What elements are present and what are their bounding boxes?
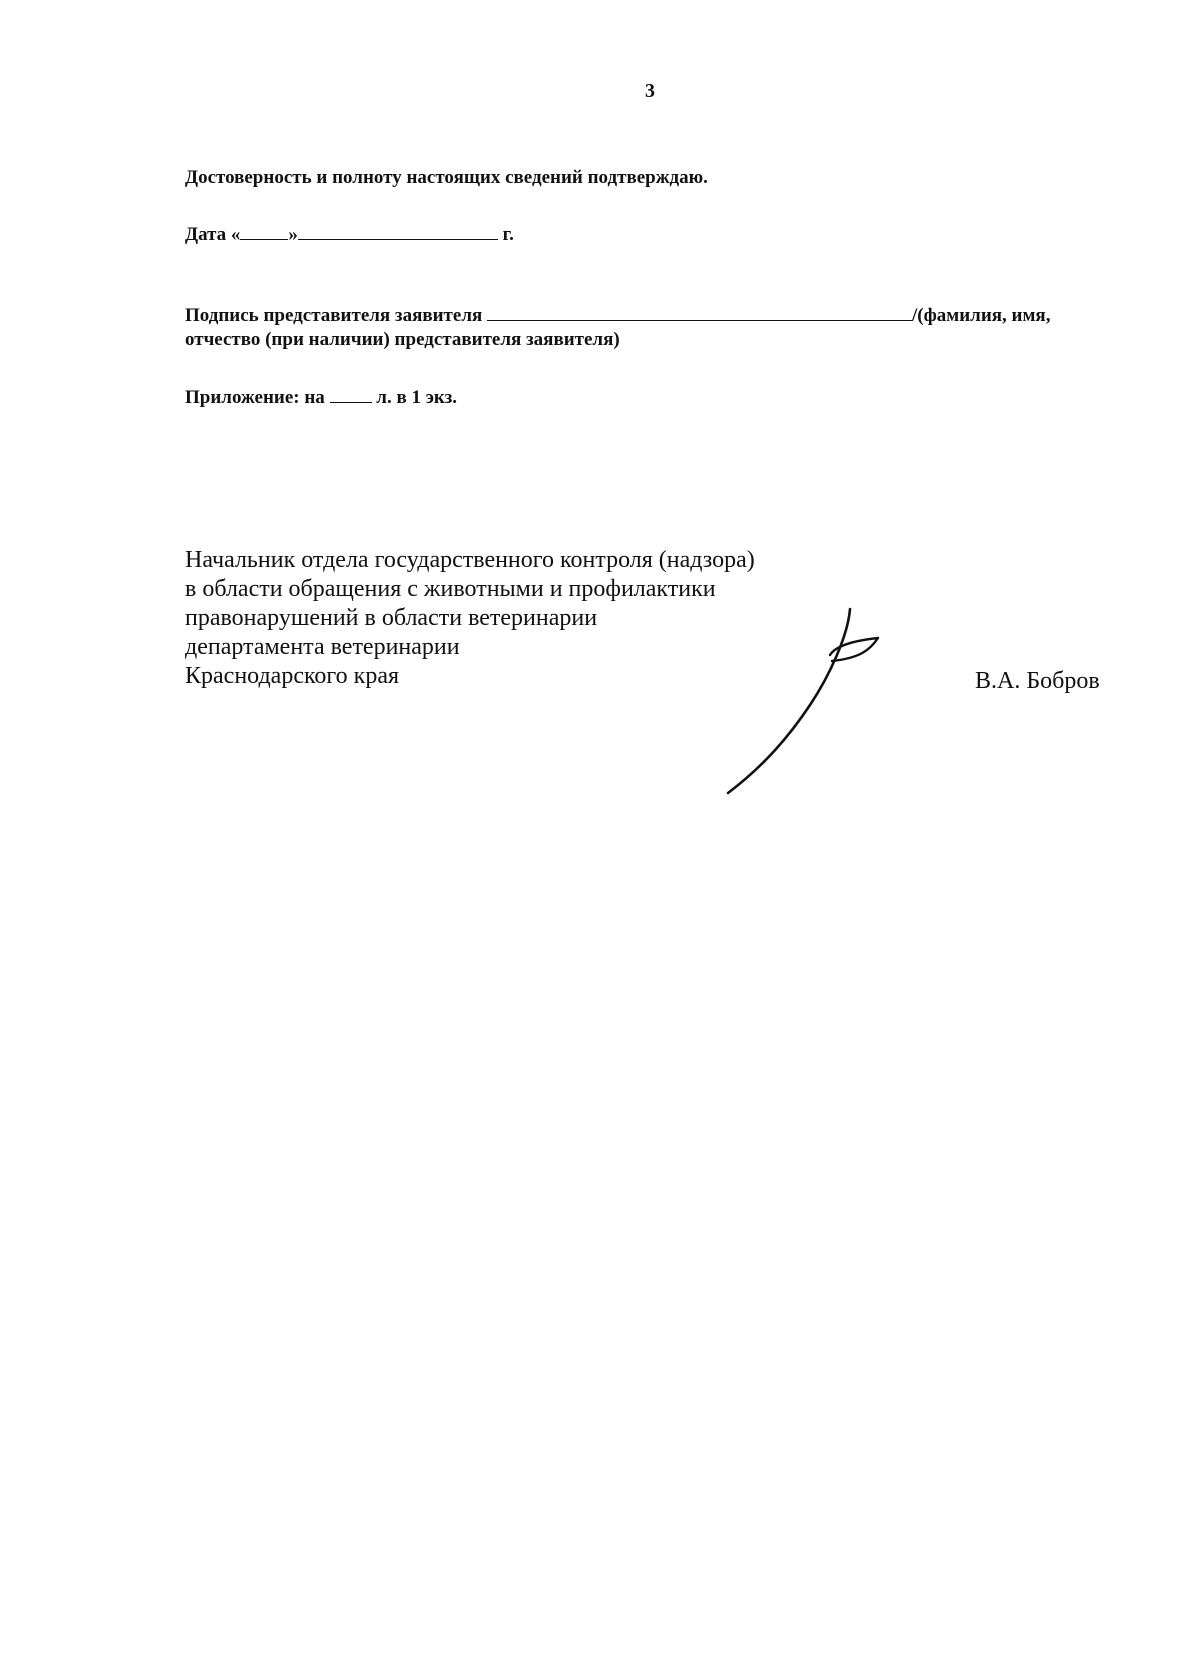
attachment-prefix: Приложение: на — [185, 387, 330, 408]
signature-blank[interactable] — [487, 301, 912, 321]
attachment-suffix: л. в 1 экз. — [371, 387, 458, 408]
date-suffix: г. — [497, 224, 514, 245]
date-line — [185, 220, 514, 248]
date-month-year-blank[interactable] — [298, 220, 498, 240]
page-number: 3 — [645, 80, 655, 102]
official-title-line: департамента ветеринарии — [185, 634, 460, 660]
official-title-line: Начальник отдела государственного контроля (надзора) — [185, 547, 755, 573]
official-title-line: Краснодарского края — [185, 663, 400, 689]
official-title-line: в области обращения с животными и профилактики — [185, 576, 716, 602]
confirmation-text: Достоверность и полноту настоящих сведений подтверждаю. — [185, 167, 708, 188]
date-prefix: Дата « — [185, 224, 241, 245]
official-title-line: правонарушений в области ветеринарии — [185, 605, 598, 631]
official-title-block — [185, 546, 755, 691]
handwritten-signature — [710, 605, 900, 800]
signature-line-continuation: отчество (при наличии) представителя заявителя) — [185, 329, 620, 350]
attachment-sheets-blank[interactable] — [330, 383, 372, 403]
date-middle: » — [288, 224, 298, 245]
signer-name: В.А. Бобров — [975, 668, 1100, 694]
attachment-line — [185, 383, 457, 411]
signature-line — [185, 301, 1050, 329]
signature-suffix: /(фамилия, имя, — [912, 305, 1051, 326]
date-day-blank[interactable] — [240, 220, 288, 240]
signature-prefix: Подпись представителя заявителя — [185, 305, 488, 326]
